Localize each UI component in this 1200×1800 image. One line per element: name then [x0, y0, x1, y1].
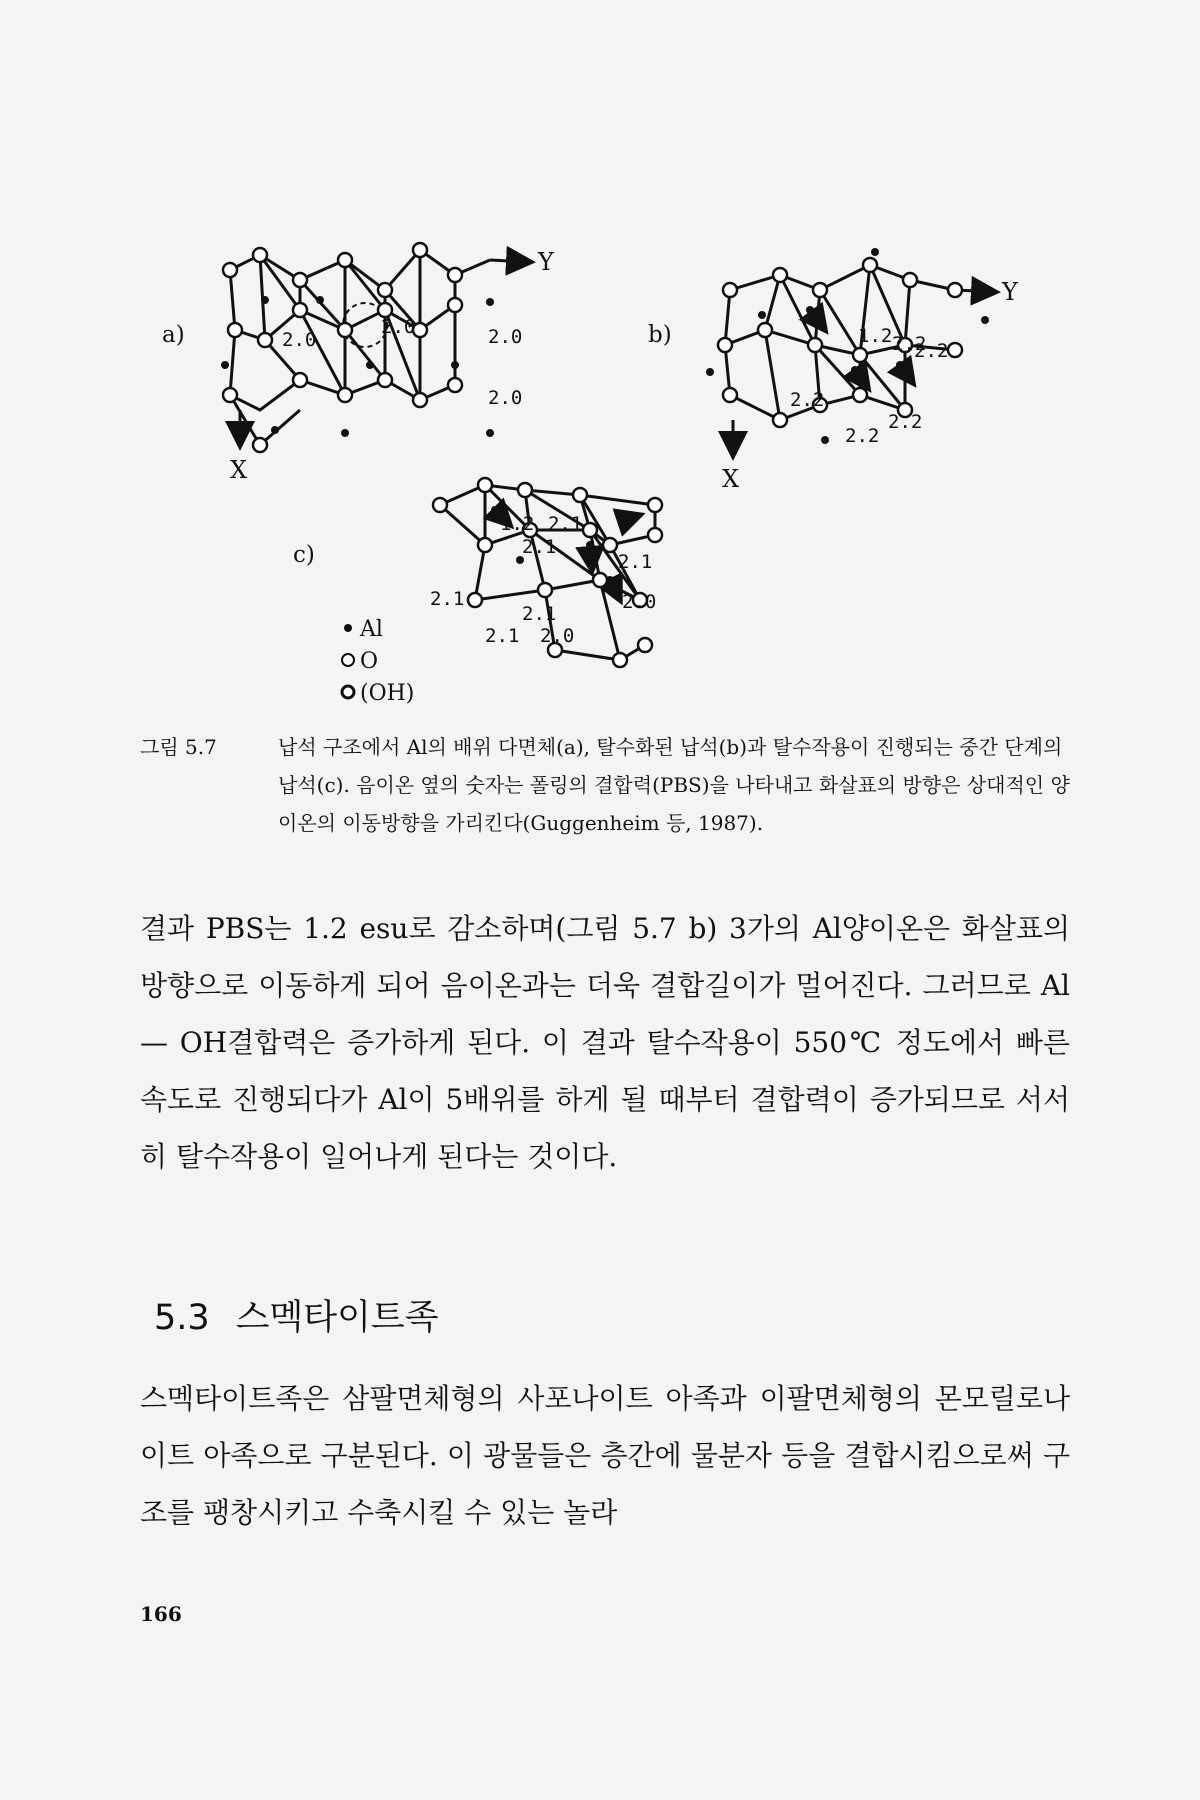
- panel-a-x-axis: X: [230, 456, 248, 484]
- panel-b-y-axis: Y: [1002, 278, 1018, 306]
- panel-c-value: 2.0: [540, 625, 575, 647]
- panel-c-value: 2.1: [548, 513, 583, 535]
- panel-b-value: 2.2: [892, 333, 927, 355]
- crystal-structure-figure: [0, 0, 1200, 720]
- panel-b-label: b): [648, 322, 672, 348]
- panel-c-value: 2.1: [522, 536, 557, 558]
- panel-b-value: 1.2: [858, 325, 893, 347]
- panel-c-value: 2.1: [430, 588, 465, 610]
- section-heading: [154, 1290, 439, 1340]
- page-number: 166: [140, 1602, 182, 1626]
- legend-oh: (OH): [360, 681, 415, 706]
- panel-a-atoms: [223, 243, 462, 452]
- panel-c-value: 1.2: [500, 513, 535, 535]
- panel-c-value: 2.0: [622, 591, 657, 613]
- panel-b-value: 2.2: [888, 411, 923, 433]
- body-paragraph: 스멕타이트족은 삼팔면체형의 사포나이트 아족과 이팔면체형의 몬모릴로나이트 아족으로 구분된다. 이 광물들은 층간에 물분자 등을 결합시킴으로써 구조를 팽창시키고 수축시킬 수 있는 놀라: [140, 1382, 1070, 1529]
- figure-caption: [140, 728, 1070, 842]
- panel-a-value: 2.0: [488, 387, 523, 409]
- legend-al: Al: [360, 617, 383, 642]
- panel-b-value: 2.2: [914, 340, 949, 362]
- panel-a-y-axis: Y: [538, 248, 554, 276]
- panel-c-value: 2.1: [485, 625, 520, 647]
- panel-a-value: 2.0: [282, 329, 317, 351]
- panel-c-value: 2.1: [618, 551, 653, 573]
- body-paragraph: 결과 PBS는 1.2 esu로 감소하며(그림 5.7 b) 3가의 Al양이온은 화살표의 방향으로 이동하게 되어 음이온과는 더욱 결합길이가 멀어진다. 그러므로 Al — OH결합력은 증가하게 된다. 이 결과 탈수작용이 550℃ 정도에서 빠른 속도로 진행되다가 Al이 5배위를 하게 될 때부터 결합력이 증가되므로 서서히 탈수작용이 일어나게 된다는 것이다.: [140, 912, 1070, 1173]
- section-number: 5.3: [154, 1298, 210, 1338]
- panel-c-label: c): [293, 542, 315, 568]
- panel-a-value: 2.0: [488, 326, 523, 348]
- panel-b-x-axis: X: [722, 465, 740, 493]
- caption-text: 납석 구조에서 Al의 배위 다면체(a), 탈수화된 납석(b)과 탈수작용이 진행되는 중간 단계의 납석(c). 음이온 옆의 숫자는 폴링의 결합력(PBS)을 나타내고 화살표의 방향은 상대적인 양이온의 이동방향을 가리킨다(Guggenheim 등, 1987).: [278, 735, 1070, 835]
- oh-legend-marker: [342, 686, 354, 698]
- panel-c-value: 2.1: [522, 603, 557, 625]
- panel-a-label: a): [162, 322, 185, 348]
- legend-o: O: [360, 649, 379, 674]
- section-title: 스멕타이트족: [235, 1298, 439, 1338]
- al-legend-marker: [344, 624, 352, 632]
- panel-a-value: 2.0: [381, 316, 416, 338]
- panel-b-value: 2.2: [790, 389, 825, 411]
- panel-a-al-atoms: [221, 296, 494, 437]
- panel-a-structure: [230, 250, 530, 445]
- figure-legend: [342, 617, 414, 706]
- caption-label: 그림 5.7: [140, 735, 217, 759]
- panel-b-value: 2.2: [845, 425, 880, 447]
- o-legend-marker: [342, 654, 354, 666]
